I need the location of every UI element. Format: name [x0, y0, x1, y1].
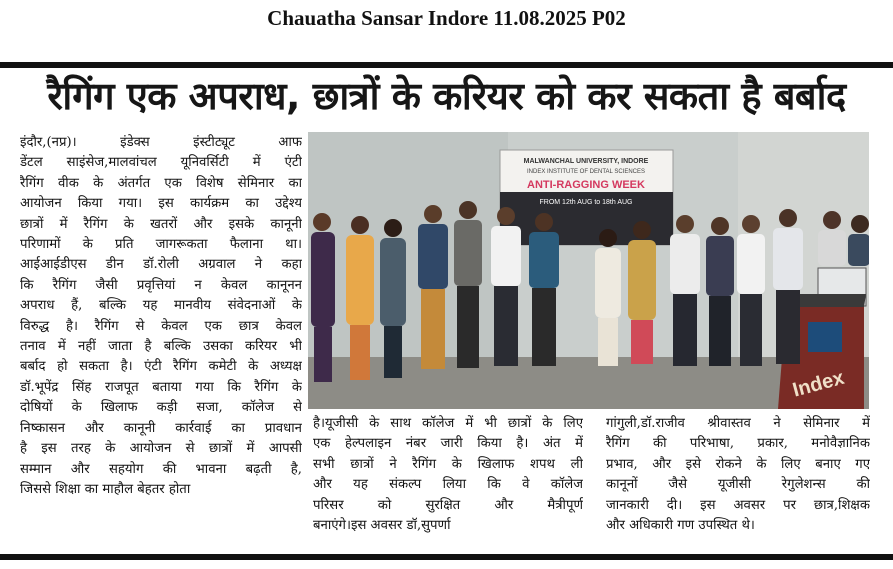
banner-institute: INDEX INSTITUTE OF DENTAL SCIENCES [526, 169, 646, 175]
text-line: जानकारी दी। इस अवसर पर छात्र,शिक्षक [606, 497, 870, 513]
top-rule [0, 62, 893, 68]
podium-text: Index [790, 366, 847, 402]
text-line: आईआईडीएस डीन डॉ.रोली अग्रवाल ने कहा [20, 257, 302, 273]
text-line: कि रैगिंग जैसी प्रवृत्तियां न केवल कानूनन [20, 277, 302, 293]
text-line: रैगिंग की परिभाषा, प्रकार, मनोवैज्ञानिक [606, 436, 870, 452]
text-line: रैगिंग वीक के अंतर्गत एक विशेष सेमिनार का [20, 175, 302, 191]
article-column-1 [20, 133, 302, 500]
text-line: और यह संकल्प लिया कि वे कॉलेज [313, 477, 583, 493]
text-line: सम्मान और सहयोग की भावना बढ़ती है, [20, 461, 302, 477]
banner-university: MALWANCHAL UNIVERSITY, INDORE [523, 158, 649, 165]
text-line: छात्रों में रैगिंग के खतरों और इसके कानूनी [20, 216, 302, 232]
text-line: जिससे शिक्षा का माहौल बेहतर होता [20, 481, 191, 497]
text-line: प्रभाव, और इसे रोकने के लिए बनाए गए [606, 456, 870, 472]
banner-dates: FROM 12th AUG to 18th AUG [539, 199, 633, 206]
text-line: बर्बाद हो सकता है। एंटी रैगिंग कमेटी के अध्यक्ष [20, 359, 302, 375]
headline: रैगिंग एक अपराध, छात्रों के करियर को कर सकता है बर्बाद [47, 74, 846, 118]
text-line: तनाव में नहीं जाता है बल्कि उसका करियर भी [20, 339, 302, 355]
text-line: आयोजन किया गया। इस कार्यक्रम का उद्देश्य [20, 196, 302, 212]
text-line: डेंटल साइंसेज,मालवांचल यूनिवर्सिटी में एंटी [20, 155, 302, 171]
text-line: एक हेल्पलाइन नंबर जारी किया है। अंत में [313, 436, 583, 452]
text-line: बनाएंगे।इस अवसर डॉ,सुपर्णा [313, 518, 451, 534]
text-line: डॉ.भूपेंद्र सिंह राजपूत बताया गया कि रैगिंग के [20, 379, 302, 395]
text-line: है।यूजीसी के साथ कॉलेज में भी छात्रों के लिए [313, 416, 583, 431]
text-line: निष्कासन और कानूनी कार्रवाई का प्रावधान [20, 420, 302, 436]
text-line: इंदौर,(नप्र)। इंडेक्स इंस्टीट्यूट आफ [20, 135, 302, 150]
bottom-rule [0, 554, 893, 560]
text-line: परिणामों के प्रति जागरूकता फैलाना था। [20, 237, 302, 253]
text-line: कानूनों जैसे यूजीसी रेगुलेशन्स की [606, 477, 870, 493]
masthead: Chauatha Sansar Indore 11.08.2025 P02 [267, 6, 626, 30]
text-line: गांगुली,डॉ.राजीव श्रीवास्तव ने सेमिनार में [606, 416, 870, 431]
banner-title: ANTI-RAGGING WEEK [527, 179, 645, 191]
text-line: है इस तरह के आयोजन से छात्रों में आपसी [20, 441, 302, 457]
text-line: विरुद्ध है। रैगिंग से केवल एक छात्र केवल [20, 318, 302, 334]
text-line: परिसर को सुरक्षित और मैत्रीपूर्ण [313, 497, 583, 513]
text-line: सभी छात्रों ने रैगिंग के खिलाफ शपथ ली [313, 456, 583, 472]
text-line: अपराध हैं, बल्कि यह मानवीय संवेदनाओं के [20, 298, 302, 314]
article-column-2 [313, 414, 583, 536]
text-line: दोषियों के खिलाफ कड़ी सजा, कॉलेज से [20, 400, 302, 416]
article-column-3 [606, 414, 870, 536]
news-photo [308, 132, 869, 409]
text-line: और अधिकारी गण उपस्थित थे। [606, 518, 755, 534]
